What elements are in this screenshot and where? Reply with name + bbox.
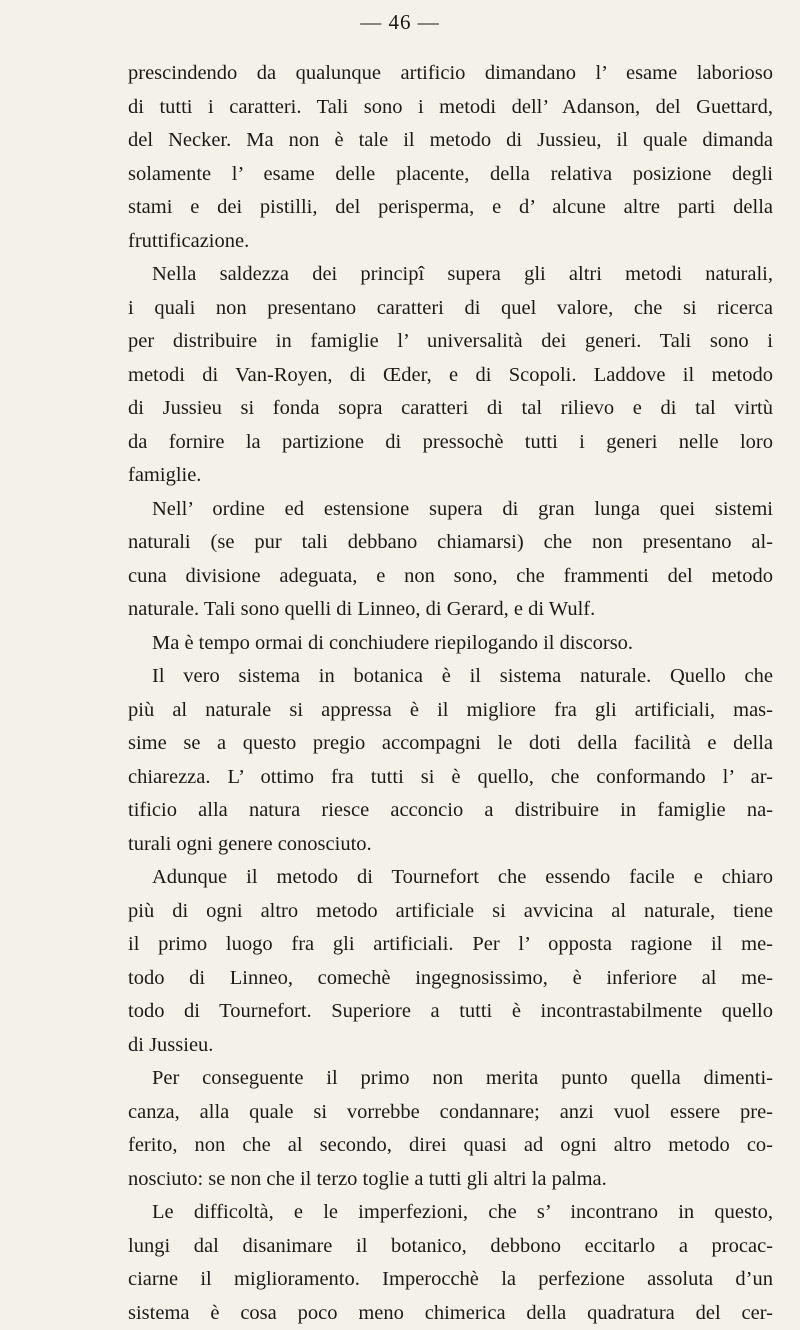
text-line: todo di Linneo, comechè ingegnosissimo, è inferiore al me-: [128, 962, 773, 996]
text-line: da fornire la partizione di pressochè tutti i generi nelle loro: [128, 426, 773, 460]
text-line: naturali (se pur tali debbano chiamarsi) che non presentano al-: [128, 526, 773, 560]
text-line: di Jussieu si fonda sopra caratteri di tal rilievo e di tal virtù: [128, 392, 773, 426]
text-line: tificio alla natura riesce acconcio a distribuire in famiglie na-: [128, 794, 773, 828]
text-line: Il vero sistema in botanica è il sistema naturale. Quello che: [128, 660, 773, 694]
body-text: [128, 57, 773, 1330]
text-line: di tutti i caratteri. Tali sono i metodi dell’ Adanson, del Guettard,: [128, 91, 773, 125]
text-line: Le difficoltà, e le imperfezioni, che s’ incontrano in questo,: [128, 1196, 773, 1230]
text-line: Nell’ ordine ed estensione supera di gran lunga quei sistemi: [128, 493, 773, 527]
text-line: ciarne il miglioramento. Imperocchè la perfezione assoluta d’un: [128, 1263, 773, 1297]
text-line: Ma è tempo ormai di conchiudere riepilogando il discorso.: [128, 627, 773, 661]
text-line: ferito, non che al secondo, direi quasi ad ogni altro metodo co-: [128, 1129, 773, 1163]
text-line: stami e dei pistilli, del perisperma, e d’ alcune altre parti della: [128, 191, 773, 225]
text-line: famiglie.: [128, 459, 773, 493]
text-line: più al naturale si appressa è il migliore fra gli artificiali, mas-: [128, 694, 773, 728]
text-line: i quali non presentano caratteri di quel valore, che si ricerca: [128, 292, 773, 326]
text-line: prescindendo da qualunque artificio dimandano l’ esame laborioso: [128, 57, 773, 91]
text-line: canza, alla quale si vorrebbe condannare; anzi vuol essere pre-: [128, 1096, 773, 1130]
text-line: il primo luogo fra gli artificiali. Per l’ opposta ragione il me-: [128, 928, 773, 962]
text-line: di Jussieu.: [128, 1029, 773, 1063]
text-line: più di ogni altro metodo artificiale si avvicina al naturale, tiene: [128, 895, 773, 929]
text-line: Nella saldezza dei principî supera gli altri metodi naturali,: [128, 258, 773, 292]
text-line: Adunque il metodo di Tournefort che essendo facile e chiaro: [128, 861, 773, 895]
text-line: chiarezza. L’ ottimo fra tutti si è quello, che conformando l’ ar-: [128, 761, 773, 795]
text-line: naturale. Tali sono quelli di Linneo, di Gerard, e di Wulf.: [128, 593, 773, 627]
text-line: del Necker. Ma non è tale il metodo di Jussieu, il quale dimanda: [128, 124, 773, 158]
text-line: per distribuire in famiglie l’ universalità dei generi. Tali sono i: [128, 325, 773, 359]
text-line: sistema è cosa poco meno chimerica della quadratura del cer-: [128, 1297, 773, 1330]
text-line: fruttificazione.: [128, 225, 773, 259]
page-number: — 46 —: [0, 10, 800, 35]
text-line: lungi dal disanimare il botanico, debbono eccitarlo a procac-: [128, 1230, 773, 1264]
text-line: cuna divisione adeguata, e non sono, che frammenti del metodo: [128, 560, 773, 594]
text-line: sime se a questo pregio accompagni le doti della facilità e della: [128, 727, 773, 761]
text-line: turali ogni genere conosciuto.: [128, 828, 773, 862]
text-line: solamente l’ esame delle placente, della relativa posizione degli: [128, 158, 773, 192]
text-line: nosciuto: se non che il terzo toglie a tutti gli altri la palma.: [128, 1163, 773, 1197]
text-line: Per conseguente il primo non merita punto quella dimenti-: [128, 1062, 773, 1096]
text-line: metodi di Van-Royen, di Œder, e di Scopoli. Laddove il metodo: [128, 359, 773, 393]
text-line: todo di Tournefort. Superiore a tutti è incontrastabilmente quello: [128, 995, 773, 1029]
